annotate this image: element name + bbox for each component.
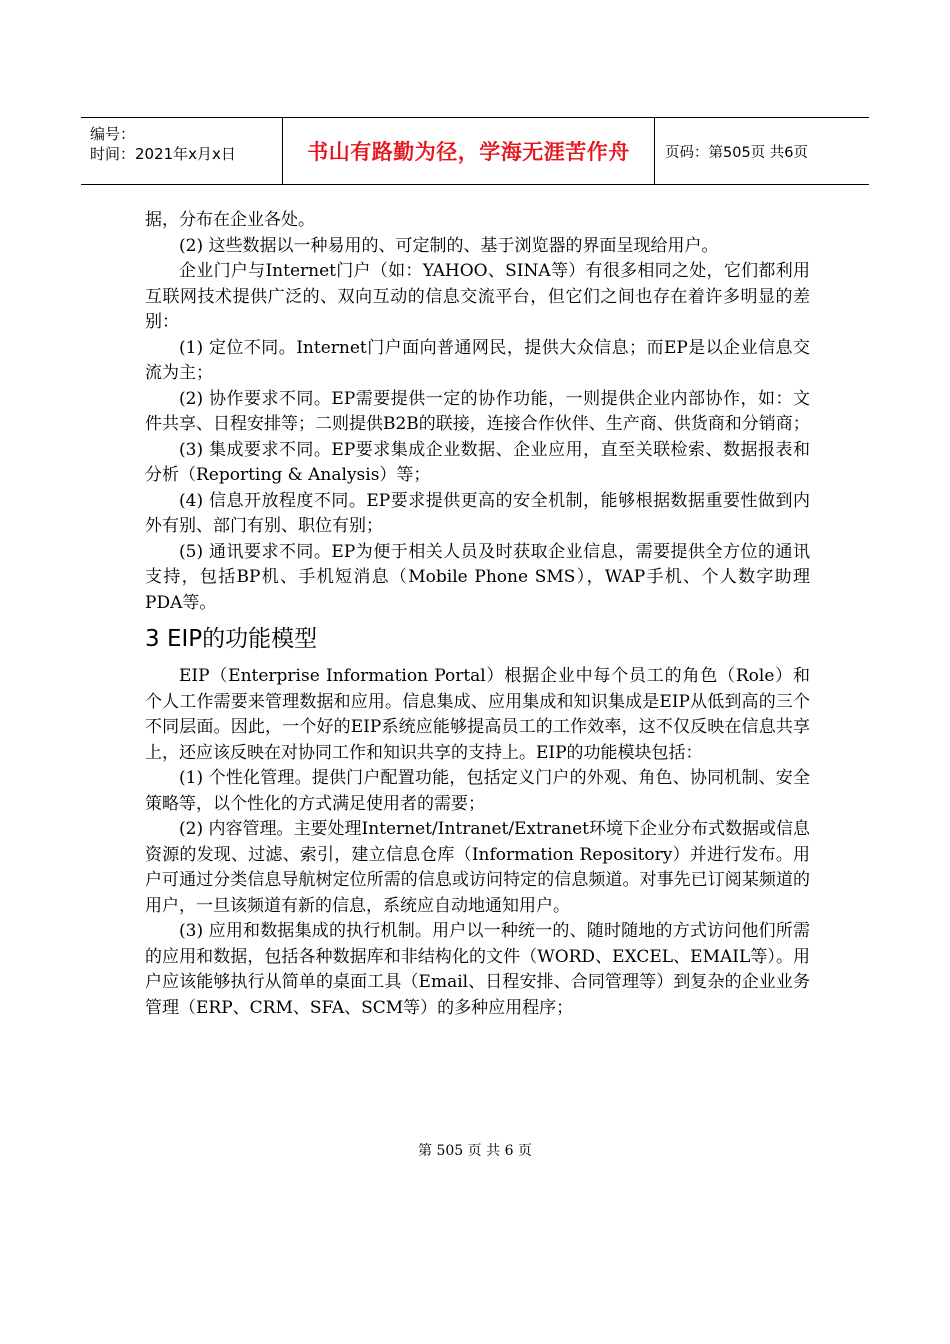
section-paragraph: (3) 应用和数据集成的执行机制。用户以一种统一的、随时随地的方式访问他们所需的应用和数据，包括各种数据库和非结构化的文件（WORD、EXCEL、EMAIL等）。用户应该能够执行从简单的桌面工具（Email、日程安排、合同管理等）到复杂的企业业务管理（ERP、CRM、SFA、SCM等）的多种应用程序；	[145, 921, 810, 1018]
body-paragraph: 企业门户与Internet门户（如：YAHOO、SINA等）有很多相同之处，它们都利用互联网技术提供广泛的、双向互动的信息交流平台，但它们之间也存在着许多明显的差别：	[145, 261, 810, 332]
serial-number-label: 编号：	[90, 125, 136, 143]
document-header	[81, 117, 869, 185]
body-paragraph: (2) 这些数据以一种易用的、可定制的、基于浏览器的界面呈现给用户。	[179, 235, 719, 256]
body-paragraph: 据，分布在企业各处。	[145, 210, 315, 230]
section-paragraph: (1) 个性化管理。提供门户配置功能，包括定义门户的外观、角色、协同机制、安全策略等，以个性化的方式满足使用者的需要；	[145, 768, 810, 814]
page-footer: 第 505 页 共 6 页	[418, 1143, 532, 1159]
time-label: 时间：2021年x月x日	[90, 145, 236, 163]
section-paragraph: (2) 内容管理。主要处理Internet/Intranet/Extranet环境下企业分布式数据或信息资源的发现、过滤、索引，建立信息仓库（Information Repository）并进行发布。用户可通过分类信息导航树定位所需的信息或访问特定的信息频道。对事先已订阅某频道的用户，一旦该频道有新的信息，系统应自动地通知用户。	[145, 819, 810, 916]
header-page-cell	[655, 118, 869, 184]
body-paragraph: (3) 集成要求不同。EP要求集成企业数据、企业应用，直至关联检索、数据报表和分析（Reporting & Analysis）等；	[145, 439, 810, 485]
body-paragraph: (2) 协作要求不同。EP需要提供一定的协作功能，一则提供企业内部协作，如：文件共享、日程安排等；二则提供B2B的联接，连接合作伙伴、生产商、供货商和分销商；	[145, 388, 810, 434]
section-heading: 3 EIP的功能模型	[145, 626, 318, 652]
header-motto-cell	[282, 118, 655, 184]
section-paragraph: EIP（Enterprise Information Portal）根据企业中每个员工的角色（Role）和个人工作需要来管理数据和应用。信息集成、应用集成和知识集成是EIP从低到高的三个不同层面。因此，一个好的EIP系统应能够提高员工的工作效率，这不仅反映在信息共享上，还应该反映在对协同工作和知识共享的支持上。EIP的功能模块包括：	[145, 666, 810, 763]
body-paragraph: (5) 通讯要求不同。EP为便于相关人员及时获取企业信息，需要提供全方位的通讯支持，包括BP机、手机短消息（Mobile Phone SMS），WAP手机、个人数字助理PDA等。	[145, 541, 810, 613]
body-paragraph: (1) 定位不同。Internet门户面向普通网民，提供大众信息；而EP是以企业信息交流为主；	[145, 337, 810, 383]
header-page-info: 页码：第505页 共6页	[665, 144, 809, 161]
header-meta-cell	[81, 118, 282, 184]
header-motto: 书山有路勤为径，学海无涯苦作舟	[307, 140, 630, 164]
document-body	[145, 208, 810, 1021]
body-paragraph: (4) 信息开放程度不同。EP要求提供更高的安全机制，能够根据数据重要性做到内外有别、部门有别、职位有别；	[145, 490, 810, 536]
